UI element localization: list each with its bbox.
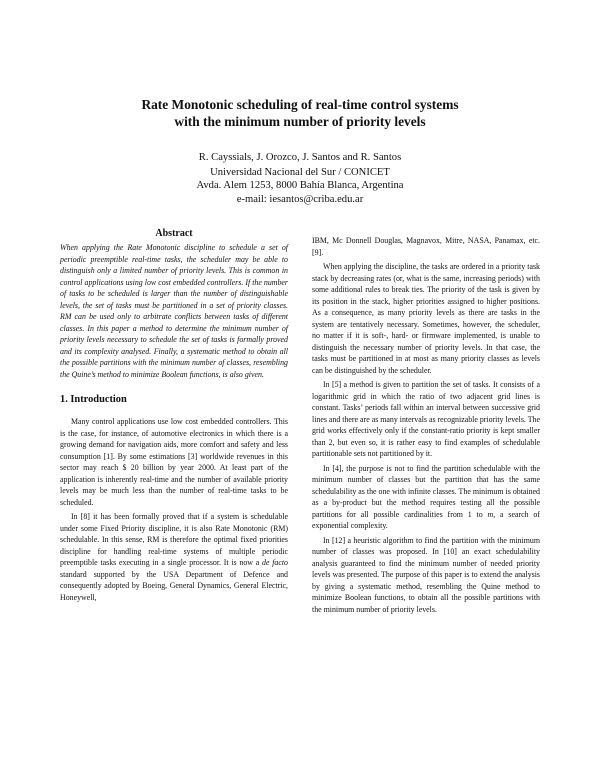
paper-title — [60, 96, 540, 130]
intro-paragraph-2-italic: de facto — [262, 558, 288, 567]
intro-paragraph-1: Many control applications use low cost embedded controllers. This is the case, for instance, of automotive electronics in which there is a growing demand for navigation aids, more comfort and safety and less consumption [1]. By some estimations [3] worldwide revenues in this sector may reach $ 20 billion by year 2000. At least part of the application is inherently real-time and the number of available priority levels may be much less than the number of real-time tasks to be scheduled. — [60, 417, 288, 507]
abstract-heading: Abstract — [155, 228, 193, 239]
section-heading-introduction: 1. Introduction — [60, 394, 127, 405]
affiliation-institution: Universidad Nacional del Sur / CONICET — [210, 167, 390, 178]
right-paragraph-3-part-b: , a search of exponential complexity. — [312, 509, 540, 530]
intro-paragraph-2-part-a: In [8] it has been formally proved that if a system is schedulable under some Fixed Priority discipline, it is also Rate Monotonic (RM) schedulable. In this sense, RM is therefore the optimal fixed priorities discipline for handling real-time systems of multiple periodic preemptible tasks executing in a single processor. It is now a — [60, 512, 288, 567]
right-paragraph-1: When applying the discipline, the tasks are ordered in a priority task stack by decreasing rates (or, what is the same, increasing periods) with some additional rules to break ties. The priority of the task is given by its position in the stack, higher priorities assigned to higher positions. As a consequence, as many priority levels as there are tasks in the system are tentatively necessary. Sometimes, however, the scheduler, no matter if it is soft-, hard- or firmware implemented, is unable to distinguish the necessary number of priority levels. In that case, the tasks must be partitioned in at most as many priority classes as levels can be distinguished by the scheduler. — [312, 262, 540, 375]
left-column — [60, 228, 288, 603]
affiliation-address: Avda. Alem 1253, 8000 Bahía Blanca, Argentina — [196, 180, 404, 192]
right-paragraph-2: In [5] a method is given to partition the set of tasks. It consists of a logarithmic grid in which the ratio of two adjacent grid lines is constant. Tasks’ periods fall within an interval between successive grid lines and there are as many intervals as recognizable priority levels. The grid works effectively only if the constant-ratio priority is kept smaller than 2, but even so, it is rather easy to find examples of schedulable partitionable sets not partitioned by it. — [312, 380, 540, 458]
title-line-1: Rate Monotonic scheduling of real-time control systems — [141, 97, 459, 112]
right-paragraph-3-part-a: In [4], the purpose is not to find the partition schedulable with the minimum number of classes but the partition that has the same schedulability as the one with infinite classes. The minimum is obtained as a by-product but the method requires testing all the possible partitions for all possible cardinalities from 1 to — [312, 463, 540, 519]
right-paragraph-0: IBM, Mc Donnell Douglas, Magnavox, Mitre, NASA, Panamax, etc. [9]. — [312, 236, 540, 257]
intro-paragraph-2 — [60, 511, 288, 603]
affiliation-email: e-mail: iesantos@criba.edu.ar — [236, 193, 364, 205]
right-paragraph-4: In [12] a heuristic algorithm to find the partition with the minimum number of classes was proposed. In [10] an exact schedulability analysis guaranteed to find the minimum number of needed priority levels was presented. The purpose of this paper is to extend the analysis by giving a systematic method, resembling the Quine method to minimize Boolean functions, to obtain all the possible partitions with the minimum number of priority levels. — [312, 535, 540, 614]
right-paragraph-3-italic: m — [487, 509, 494, 519]
title-line-2: with the minimum number of priority levels — [174, 114, 426, 129]
author-list: R. Cayssials, J. Orozco, J. Santos and R. Santos — [198, 152, 402, 163]
affiliation — [60, 166, 540, 206]
intro-paragraph-2-part-b: standard supported by the USA Department of Defence and consequently adopted by Boeing, General Dynamics, General Electric, Honeywell, — [60, 569, 288, 602]
right-paragraph-3 — [312, 463, 540, 532]
right-column — [312, 235, 540, 615]
abstract-text: When applying the Rate Monotonic discipline to schedule a set of periodic preemptible real-time tasks, the scheduler may be able to distinguish only a limited number of priority levels. This is common in control applications using low cost embedded controllers. If the number of tasks to be scheduled is larger than the number of distinguishable levels, the set of tasks must be partitioned in a set of priority classes. RM can be used only to arbitrate conflicts between tasks of different classes. In this paper a method to determine the minimum number of priority levels necessary to schedule the set of tasks is formally proved and its complexity analysed. Finally, a systematic method to obtain all the possible partitions with the minimum number of classes, resembling the Quine’s method to minimize Boolean functions, is also given. — [60, 243, 288, 379]
